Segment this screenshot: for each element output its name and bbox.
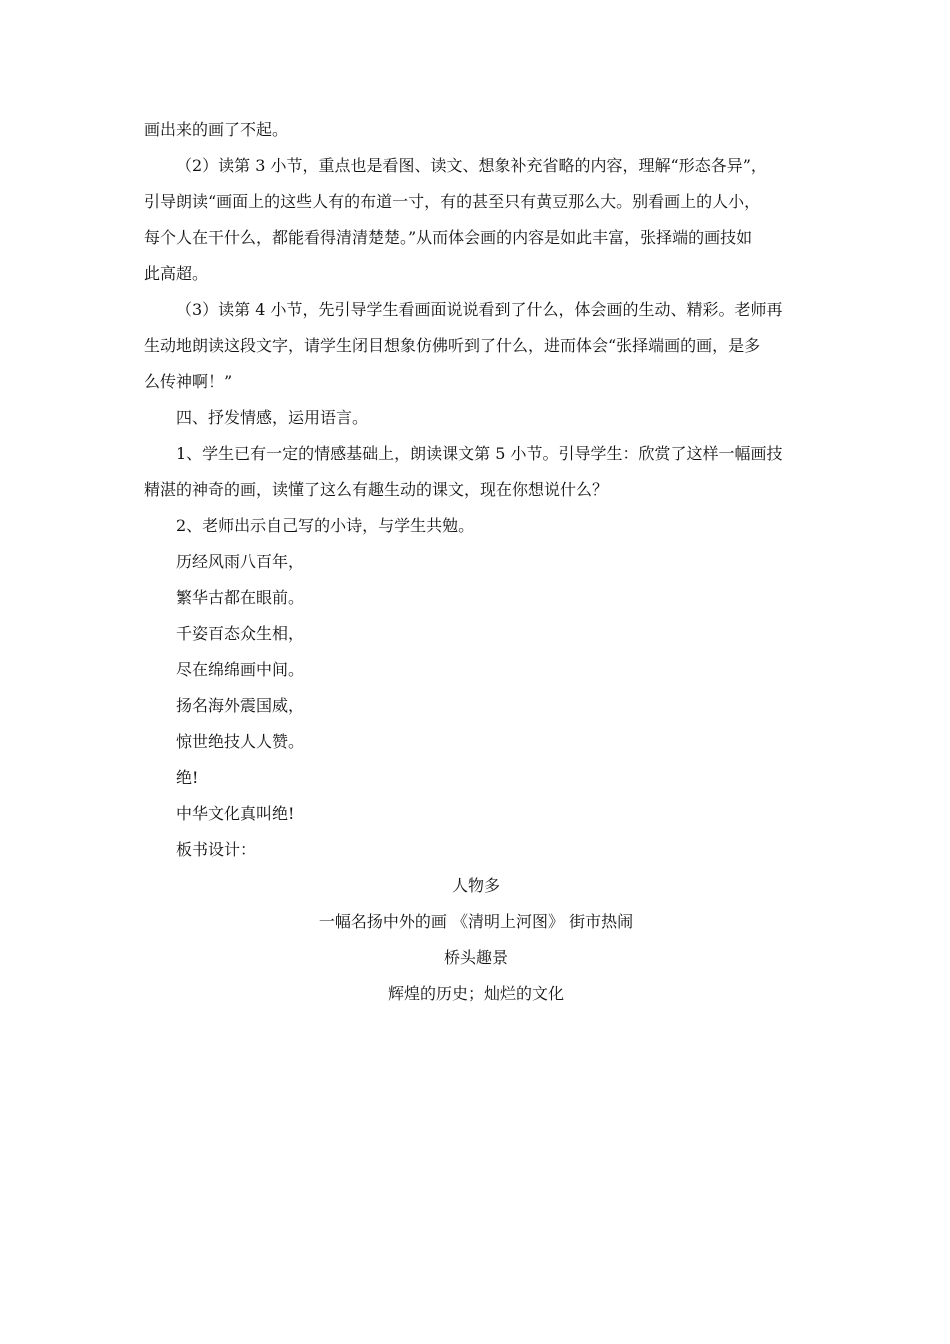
board-line: 桥头趣景 [443, 948, 508, 967]
poem-line: 繁华古都在眼前。 [176, 588, 305, 607]
board-line: 一幅名扬中外的画 《清明上河图》 街市热闹 [318, 912, 634, 931]
text-line: 么传神啊！” [144, 372, 233, 391]
poem [144, 553, 808, 823]
paragraph-section-3 [144, 301, 808, 391]
section-heading: 四、抒发情感，运用语言。 [176, 408, 369, 427]
board-line: 辉煌的历史；灿烂的文化 [387, 984, 564, 1003]
board-design [144, 877, 808, 1003]
text-line: 1、学生已有一定的情感基础上，朗读课文第 5 小节。引导学生：欣赏了这样一幅画技 [176, 444, 783, 463]
text-line: 此高超。 [144, 264, 209, 283]
text-line: 2、老师出示自己写的小诗，与学生共勉。 [176, 516, 475, 535]
poem-line: 中华文化真叫绝! [176, 804, 295, 823]
poem-line: 绝! [176, 768, 199, 787]
board-line: 人物多 [451, 876, 500, 895]
poem-line: 尽在绵绵画中间。 [176, 660, 305, 679]
poem-line: 扬名海外震国威， [176, 696, 305, 715]
document-body [144, 121, 808, 1021]
poem-line: 千姿百态众生相， [176, 624, 305, 643]
board-design-label: 板书设计： [176, 840, 257, 859]
paragraph-section-2 [144, 157, 808, 283]
poem-line: 历经风雨八百年， [176, 552, 305, 571]
text-line: （3）读第 4 小节，先引导学生看画面说说看到了什么，体会画的生动、精彩。老师再 [176, 300, 783, 319]
poem-line: 惊世绝技人人赞。 [176, 732, 305, 751]
text-line: 每个人在干什么，都能看得清清楚楚。”从而体会画的内容是如此丰富，张择端的画技如 [144, 228, 753, 247]
paragraph-item-2 [144, 517, 808, 535]
text-line: 精湛的神奇的画，读懂了这么有趣生动的课文，现在你想说什么？ [144, 480, 609, 499]
text-line: 生动地朗读这段文字，请学生闭目想象仿佛听到了什么，进而体会“张择端画的画，是多 [144, 336, 761, 355]
text-line: 引导朗读“画面上的这些人有的布道一寸，有的甚至只有黄豆那么大。别看画上的人小， [144, 192, 761, 211]
paragraph-item-1 [144, 445, 808, 499]
text-line: （2）读第 3 小节，重点也是看图、读文、想象补充省略的内容，理解“形态各异”， [176, 156, 767, 175]
text-line: 画出来的画了不起。 [144, 120, 289, 139]
heading-step-four [144, 409, 808, 427]
paragraph-continuation [144, 121, 808, 139]
